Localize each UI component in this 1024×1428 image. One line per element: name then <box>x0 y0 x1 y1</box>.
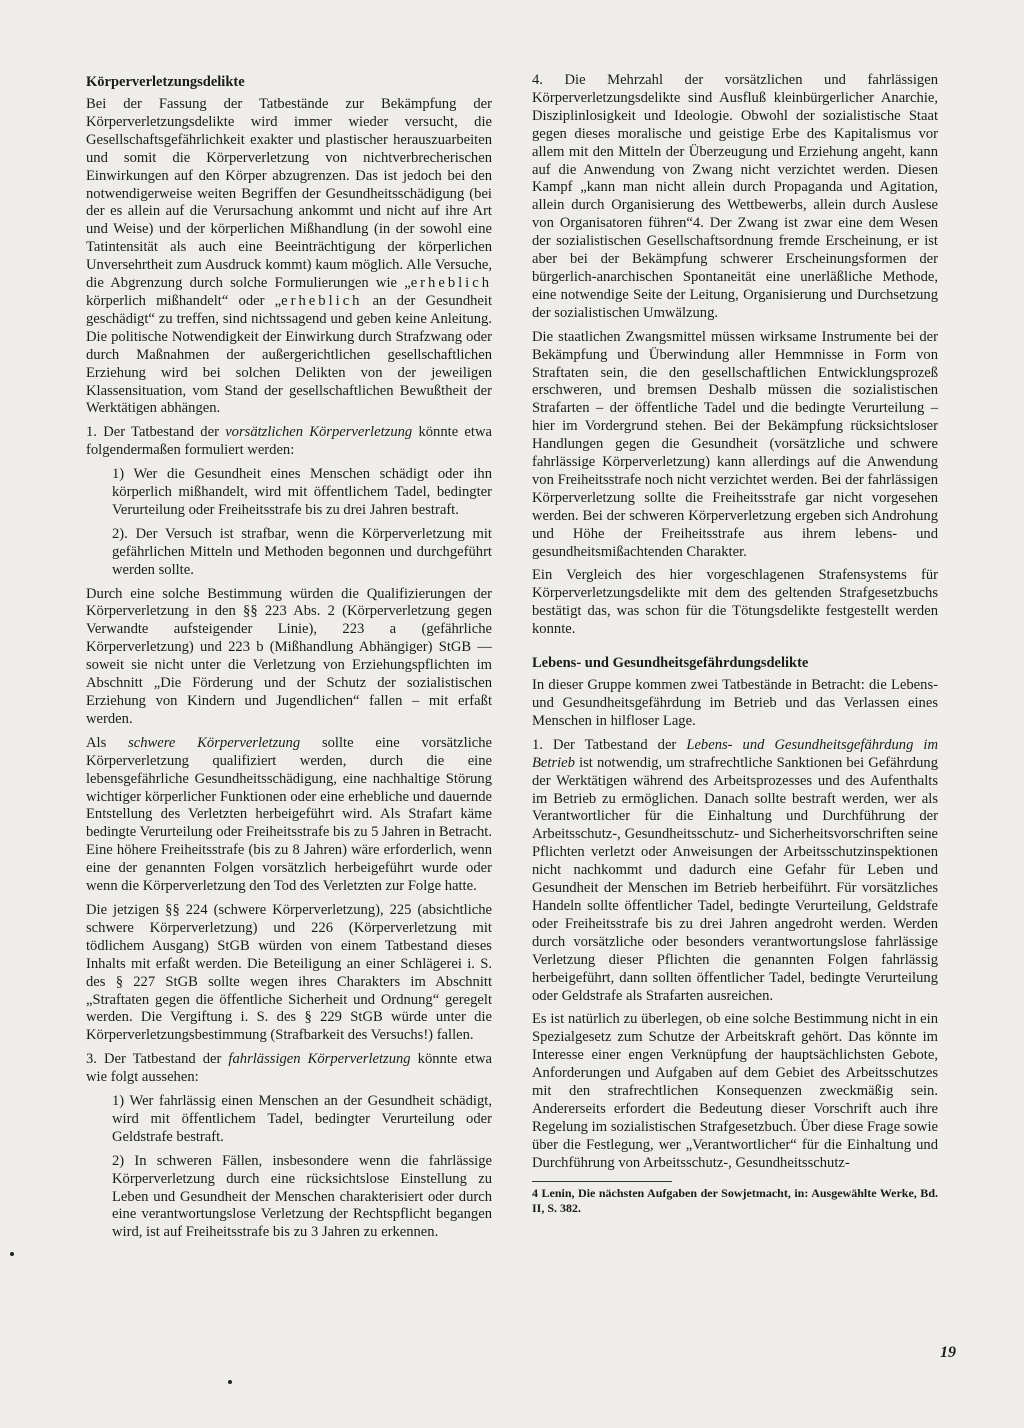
text-run: 3. Der Tatbestand der <box>86 1051 229 1068</box>
left-column <box>86 72 492 1248</box>
statute-clause: 1) Wer fahrlässig einen Menschen an der Gesundheit schädigt, wird mit öffentlichem Tadel, bedingter Verurteilung oder Geldstrafe bestraft. <box>112 1093 492 1145</box>
page-number: 19 <box>940 1344 956 1361</box>
statute-clause: 2). Der Versuch ist strafbar, wenn die Körperverletzung mit gefährlichen Mitteln und Methoden begonnen und durchgeführt werden sollte. <box>112 525 492 578</box>
statute-clause: 2) In schweren Fällen, insbesondere wenn die fahrlässige Körperverletzung durch eine rücksichtslose Einstellung zu Leben und Gesundheit der Menschen charakterisiert oder durch eine verantwortungslose Verletzung der Rechtspflicht begangen wird, ist auf Freiheitsstrafe bis zu 3 Jahren zu erkennen. <box>112 1152 492 1241</box>
text-run: könnte etwa folgendermaßen formuliert werden: <box>86 424 492 459</box>
print-speck <box>228 1380 232 1384</box>
paragraph <box>86 424 492 460</box>
paragraph <box>86 735 492 896</box>
text-run: Bei der Fassung der Tatbestände zur Bekämpfung der Körperverletzungsdelikte wird immer wieder versucht, die Gesellschaftsgefährlichkeit exakter und plastischer herauszuarbeiten und somit die Körperverletzung von nichtverbrecherischen Einwirkungen auf den Körper abzugrenzen. Das ist jedoch bei den notwendigerweise weiten Begriffen der Gesundheitsschädigung (bei der es allein auf die Verursachung ankommt und nicht auf ihre Art und Weise) und der körperlichen Mißhandlung (in der sowohl eine Tatintensität als auch eine Beeinträchtigung der körperlichen Unversehrtheit zum Ausdruck kommt) kaum möglich. Alle Versuche, die Abgrenzung durch solche Formulierungen wie „ <box>86 96 492 292</box>
italic-term: vorsätzlichen Körperverletzung <box>225 424 413 441</box>
paragraph: Die jetzigen §§ 224 (schwere Körperverletzung), 225 (absichtliche schwere Körperverletzung) und 226 (Körperverletzung mit tödlichem Ausgang) StGB würden von einem Tatbestand dieses Inhalts mit erfaßt werden. Die Beteiligung an einer Schlägerei i. S. des § 227 StGB sollte wegen ihres Charakters im Abschnitt „Straftaten gegen die öffentliche Sicherheit und Ordnung“ geregelt werden. Die Vergiftung i. S. des § 229 StGB würde unter die Körperverletzungsbestimmung (Strafbarkeit des Versuchs!) fallen. <box>86 901 492 1044</box>
footnote: 4 Lenin, Die nächsten Aufgaben der Sowjetmacht, in: Ausgewählte Werke, Bd. II, S. 382. <box>532 1185 938 1215</box>
italic-term: Lebens- und Gesundheitsgefährdung im Betrieb <box>532 736 939 771</box>
section-heading-koerperverletzung: Körperverletzungsdelikte <box>86 74 245 90</box>
paragraph: In dieser Gruppe kommen zwei Tatbestände in Betracht: die Lebens- und Gesundheitsgefährdung im Betrieb und das Verlassen eines Menschen in hilfloser Lage. <box>532 677 938 729</box>
text-run: körperlich mißhandelt“ oder „ <box>86 292 282 309</box>
text-run: sollte eine vorsätzliche Körperverletzung qualifiziert werden, durch die eine lebensgefährliche Gesundheitsschädigung, eine nachhaltige Störung wichtiger körperlicher Funktionen oder eine erhebliche und dauernde Entstellung des Verletzten herbeigeführt wird. Als Strafart käme bedingte Verurteilung oder Freiheitsstrafe bis zu 5 Jahren in Betracht. Eine höhere Freiheitsstrafe (bis zu 8 Jahren) wäre erforderlich, wenn eine der genannten Folgen vorsätzlich herbeigeführt wurde oder wenn die Körperverletzung den Tod des Verletzten zur Folge hatte. <box>86 734 493 895</box>
text-run: Als <box>86 734 129 751</box>
text-run: 1. Der Tatbestand der <box>86 424 226 441</box>
paragraph: 4. Die Mehrzahl der vorsätzlichen und fahrlässigen Körperverletzungsdelikte sind Ausfluß kleinbürgerlicher Anarchie, Disziplinlosigkeit und Ideologie. Obwohl der sozialistische Staat gegen dieses moralische und geistige Erbe des Kapitalismus vor allem mit den Mitteln der Überzeugung und Erziehung angeht, kann auf die Anwendung von Zwang nicht verzichtet werden. Diesen Kampf „kann man nicht allein durch Propaganda und Agitation, allein durch Organisierung des Wettbewerbs, allein durch Auslese von Organisatoren führen“4. Der Zwang ist zwar eine dem Wesen der sozialistischen Gesellschaftsordnung fremde Erscheinung, er ist aber bei der Bekämpfung schwerer Erscheinungsformen der bürgerlich-anarchischen Spontaneität eine unerläßliche Methode, eine notwendige Seite der Leitung, Organisierung und Durchsetzung der sozialistischen Umwälzung. <box>532 72 938 321</box>
paragraph: Es ist natürlich zu überlegen, ob eine solche Bestimmung nicht in ein Spezialgesetz zum Schutze der Arbeitskraft gehört. Das könnte im Interesse einer engen Verknüpfung der hauptsächlichsten Gebote, Anforderungen und Aufgaben auf dem Gebiet des Arbeitsschutzes mit den strafrechtlichen Konsequenzen zweckmäßig sein. Andererseits erfordert die Bedeutung dieser Vorschrift auch ihre Regelung im sozialistischen Strafgesetzbuch. Über diese Frage sowie über die Festlegung, wer „Verantwortlicher“ für die Einhaltung und Durchführung von Arbeitsschutz-, Gesundheitsschutz- <box>532 1011 938 1171</box>
statute-clause: 1) Wer die Gesundheit eines Menschen schädigt oder ihn körperlich mißhandelt, wird mit öffentlichem Tadel, bedingter Verurteilung oder Freiheitsstrafe bis zu drei Jahren bestraft. <box>112 466 492 518</box>
italic-term: schwere Körperverletzung <box>128 734 301 751</box>
paragraph: Die staatlichen Zwangsmittel müssen wirksame Instrumente bei der Bekämpfung und Überwindung aller Hemmnisse in Form von Straftaten sein, die den gesellschaftlichen Entwicklungsprozeß erschweren, und bremsen Deshalb müssen die sozialistischen Strafarten – der öffentliche Tadel und die bedingte Verurteilung – hier im Vordergrund stehen. Bei der Bekämpfung rücksichtsloser Handlungen gegen die Gesundheit (vorsätzliche und schwere fahrlässige Körperverletzung) kann allerdings auf die Anwendung von Freiheitsstrafe noch nicht verzichtet werden. Bei der fahrlässigen Körperverletzung sollte die Freiheitsstrafe gar nicht vorgesehen werden. Bei der schweren Körperverletzung ergeben sich Androhung und Höhe der Freiheitsstrafe aus ihrem lebens- und gesundheitsmißachtenden Charakter. <box>532 328 938 560</box>
spaced-text: erheblich <box>410 275 492 292</box>
text-run: ist notwendig, um strafrechtliche Sanktionen bei Gefährdung der Werktätigen während des Arbeitsprozesses und des Aufenthalts im Betrieb zu ermöglichen. Danach sollte bestraft werden, wer als Verantwortlicher für die Einhaltung und Durchführung der Arbeitsschutz-, Gesundheitsschutz- und Sicherheitsvorschriften seine Pflichten verletzt oder Anweisungen der Arbeitsschutzinspektionen nicht nachkommt und dadurch eine Gefahr für Leben und Gesundheit der Menschen im Betrieb herbeiführt. Für vorsätzliches Handeln sollte öffentlicher Tadel, bedingte Verurteilung, Geldstrafe oder Freiheitsstrafe bis zu drei Jahren angedroht werden. Werden durch vorsätzliche oder besonders verantwortungslose fahrlässige Verletzung dieser Pflichten die genannten Folgen fahrlässig herbeigeführt, dann sollten öffentlicher Tadel, bedingte Verurteilung oder Geldstrafe als Strafarten ausreichen. <box>532 754 938 1004</box>
print-speck <box>10 1252 14 1256</box>
right-column <box>532 72 938 1216</box>
text-run: an der Gesundheit geschädigt“ zu treffen, sind nichtssagend und geben keine Anleitung. Die politische Notwendigkeit der Einwirkung durch Strafzwang oder durch Maßnahmen der außergerichtlichen gesellschaftlichen Erziehung wird bei solchen Delikten von der jeweiligen Klassensituation, vom Stand der gesellschaftlichen Bewußtheit der Werktätigen abhängen. <box>86 292 492 417</box>
paragraph <box>86 1051 492 1087</box>
text-run: 1. Der Tatbestand der <box>532 736 687 753</box>
paragraph <box>86 96 492 418</box>
italic-term: fahrlässigen Körperverletzung <box>228 1051 411 1068</box>
paragraph: Ein Vergleich des hier vorgeschlagenen Strafensystems für Körperverletzungsdelikte mit dem des geltenden Strafgesetzbuchs bestätigt das, was schon für die Tötungsdelikte festgestellt werden konnte. <box>532 567 938 638</box>
spaced-text: erheblich <box>281 292 363 309</box>
text-run: könnte etwa wie folgt aussehen: <box>86 1051 492 1086</box>
paragraph <box>532 737 938 1006</box>
section-heading-gefaehrdung: Lebens- und Gesundheitsgefährdungsdelikte <box>532 655 809 672</box>
paragraph: Durch eine solche Bestimmung würden die Qualifizierungen der Körperverletzung in den §§ 223 Abs. 2 (Körperverletzung gegen Verwandte aufsteigender Linie), 223 a (gefährliche Körperverletzung) und 223 b (Mißhandlung Abhängiger) StGB — soweit sie nicht unter die Verletzung von Erziehungspflichten im Abschnitt „Die Förderung und der Schutz der sozialistischen Erziehung von Kindern und Jugendlichen“ fallen – mit erfaßt werden. <box>86 585 492 727</box>
footnote-divider <box>532 1181 672 1182</box>
